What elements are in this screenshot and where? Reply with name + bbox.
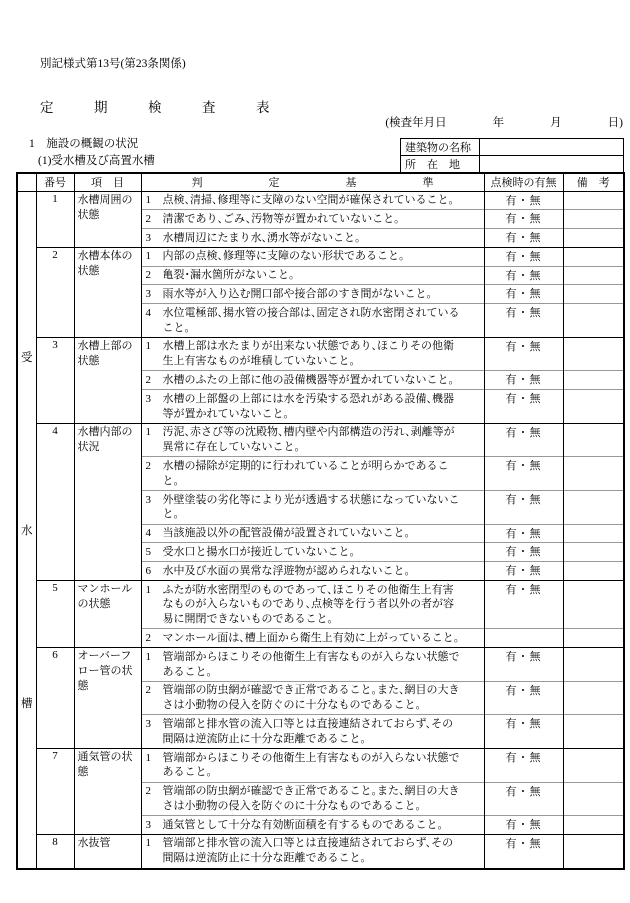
remarks-cell[interactable] bbox=[563, 681, 624, 715]
header-cell-number: 番号 bbox=[36, 173, 74, 191]
criteria-cell bbox=[141, 304, 484, 338]
group-label-char: 受 bbox=[21, 351, 33, 364]
criteria-number: 1 bbox=[145, 194, 151, 206]
criteria-text: 管端部からほこりその他衛生上有害なものが入らない状態であること。 bbox=[162, 751, 460, 779]
criteria-cell bbox=[141, 457, 484, 491]
criteria-text: 水槽のふたの上部に他の設備機器等が置かれていないこと。 bbox=[162, 373, 454, 386]
criteria-number: 1 bbox=[145, 583, 151, 596]
remarks-cell[interactable] bbox=[563, 749, 624, 783]
header-cell-group bbox=[17, 173, 36, 191]
criteria-text: 水中及び水面の異常な浮遊物が認められないこと。 bbox=[162, 564, 410, 577]
criteria-cell bbox=[141, 581, 484, 629]
check-cell[interactable]: 有・無 bbox=[484, 210, 563, 229]
section-title: 1 施設の概観の状況 bbox=[29, 138, 139, 150]
item-cell: 水槽内部の状況 bbox=[74, 423, 141, 580]
building-address-row bbox=[401, 156, 624, 173]
criteria-text: 水槽周辺にたまり水、湧水等がないこと。 bbox=[162, 231, 361, 244]
criteria-text: 水槽上部は水たまりが出来ない状態であり、ほこりその他衛生上有害なものが堆積していないこと。 bbox=[162, 340, 454, 368]
table-row bbox=[17, 581, 624, 629]
criteria-text: 水槽の掃除が定期的に行われていることが明らかであること。 bbox=[162, 459, 449, 487]
criteria-cell bbox=[141, 543, 484, 562]
criteria-number: 6 bbox=[145, 564, 151, 577]
header-cell-remarks: 備 考 bbox=[563, 173, 624, 191]
criteria-cell bbox=[141, 782, 484, 816]
criteria-number: 2 bbox=[145, 212, 151, 225]
item-cell: マンホールの状態 bbox=[74, 581, 141, 648]
criteria-text: 亀裂・漏水箇所がないこと。 bbox=[162, 269, 295, 282]
group-label-char: 槽 bbox=[21, 697, 33, 710]
remarks-cell[interactable] bbox=[563, 457, 624, 491]
criteria-cell bbox=[141, 266, 484, 285]
criteria-text: 管端部と排水管の流入口等とは直接連結されておらず、その間隔は逆流防止に十分な距離であること。 bbox=[162, 717, 454, 745]
criteria-number: 1 bbox=[145, 751, 151, 764]
number-cell: 8 bbox=[36, 834, 74, 868]
criteria-cell bbox=[141, 337, 484, 371]
criteria-text: 水位電極部、揚水管の接合部は、固定され防水密閉されていること。 bbox=[162, 306, 460, 334]
remarks-cell[interactable] bbox=[563, 390, 624, 424]
remarks-cell[interactable] bbox=[563, 562, 624, 581]
criteria-number: 2 bbox=[145, 269, 151, 282]
criteria-text: マンホール面は、槽上面から衛生上有効に上がっていること。 bbox=[162, 631, 460, 644]
criteria-cell bbox=[141, 629, 484, 648]
criteria-cell bbox=[141, 648, 484, 682]
criteria-text: 受水口と揚水口が接近していないこと。 bbox=[162, 545, 355, 558]
remarks-cell[interactable] bbox=[563, 834, 624, 868]
remarks-cell[interactable] bbox=[563, 524, 624, 543]
criteria-cell bbox=[141, 423, 484, 457]
subsection-title: (1)受水槽及び高置水槽 bbox=[38, 155, 155, 167]
number-cell: 4 bbox=[36, 423, 74, 580]
table-row bbox=[17, 749, 624, 783]
check-cell[interactable]: 有・無 bbox=[484, 562, 563, 581]
item-cell: 通気管の状態 bbox=[74, 749, 141, 835]
remarks-cell[interactable] bbox=[563, 648, 624, 682]
check-cell[interactable]: 有・無 bbox=[484, 247, 563, 266]
check-cell[interactable]: 有・無 bbox=[484, 816, 563, 835]
criteria-cell bbox=[141, 681, 484, 715]
criteria-text: ふたが防水密閉型のものであって、ほこりその他衛生上有害なものが入らないものであり、点検等を行う者以外の者が容易に開閉できないものであること。 bbox=[162, 583, 454, 626]
criteria-text: 当該施設以外の配管設備が設置されていないこと。 bbox=[162, 527, 410, 540]
criteria-cell bbox=[141, 491, 484, 525]
building-info-box bbox=[400, 138, 624, 173]
remarks-cell[interactable] bbox=[563, 191, 624, 210]
remarks-cell[interactable] bbox=[563, 371, 624, 390]
criteria-cell bbox=[141, 285, 484, 304]
page-title: 定 期 検 査 表 bbox=[40, 100, 270, 115]
criteria-number: 3 bbox=[145, 717, 151, 730]
check-cell[interactable]: 有・無 bbox=[484, 266, 563, 285]
criteria-cell bbox=[141, 371, 484, 390]
remarks-cell[interactable] bbox=[563, 304, 624, 338]
check-cell[interactable]: 有・無 bbox=[484, 543, 563, 562]
header-cell-criteria: 判 定 基 準 bbox=[141, 173, 484, 191]
criteria-cell bbox=[141, 715, 484, 749]
check-cell[interactable]: 有・無 bbox=[484, 749, 563, 783]
criteria-cell bbox=[141, 524, 484, 543]
building-name-row bbox=[401, 139, 624, 156]
inspection-date-line: (検査年月日 年 月 日) bbox=[385, 117, 623, 129]
remarks-cell[interactable] bbox=[563, 337, 624, 371]
check-cell[interactable] bbox=[484, 629, 563, 648]
check-cell[interactable]: 有・無 bbox=[484, 371, 563, 390]
remarks-cell[interactable] bbox=[563, 229, 624, 248]
remarks-cell[interactable] bbox=[563, 266, 624, 285]
check-cell[interactable]: 有・無 bbox=[484, 782, 563, 816]
criteria-text: 管端部の防虫網が確認でき正常であること。また、網目の大きさは小動物の侵入を防ぐのに十分なものであること。 bbox=[162, 684, 460, 712]
check-cell[interactable]: 有・無 bbox=[484, 491, 563, 525]
criteria-cell bbox=[141, 390, 484, 424]
criteria-cell bbox=[141, 247, 484, 266]
criteria-text: 管端部からほこりその他衛生上有害なものが入らない状態であること。 bbox=[162, 650, 460, 678]
criteria-cell bbox=[141, 562, 484, 581]
check-cell[interactable]: 有・無 bbox=[484, 681, 563, 715]
item-cell: 水抜管 bbox=[74, 834, 141, 868]
building-address-label: 所 在 地 bbox=[401, 156, 480, 173]
criteria-text: 外壁塗装の劣化等により光が透過する状態になっていないこと。 bbox=[162, 493, 460, 521]
table-header-row bbox=[17, 173, 624, 191]
remarks-cell[interactable] bbox=[563, 247, 624, 266]
criteria-cell bbox=[141, 191, 484, 210]
criteria-cell bbox=[141, 816, 484, 835]
item-cell: 水槽本体の状態 bbox=[74, 247, 141, 337]
criteria-number: 1 bbox=[145, 650, 151, 663]
check-cell[interactable]: 有・無 bbox=[484, 423, 563, 457]
number-cell: 3 bbox=[36, 337, 74, 423]
criteria-cell bbox=[141, 749, 484, 783]
table-row bbox=[17, 834, 624, 868]
item-cell: オーバーフロー管の状態 bbox=[74, 648, 141, 749]
group-label-char: 水 bbox=[21, 524, 33, 537]
criteria-number: 1 bbox=[145, 340, 151, 353]
criteria-text: 清潔であり、ごみ、汚物等が置かれていないこと。 bbox=[162, 212, 400, 225]
check-cell[interactable]: 有・無 bbox=[484, 285, 563, 304]
table-row bbox=[17, 337, 624, 371]
criteria-cell bbox=[141, 210, 484, 229]
criteria-number: 2 bbox=[145, 459, 151, 472]
criteria-text: 点検、清掃、修理等に支障のない空間が確保されていること。 bbox=[162, 194, 454, 206]
remarks-cell[interactable] bbox=[563, 782, 624, 816]
table-row bbox=[17, 648, 624, 682]
check-cell[interactable]: 有・無 bbox=[484, 457, 563, 491]
remarks-cell[interactable] bbox=[563, 629, 624, 648]
number-cell: 1 bbox=[36, 191, 74, 247]
check-cell[interactable]: 有・無 bbox=[484, 337, 563, 371]
number-cell: 7 bbox=[36, 749, 74, 835]
form-number: 別記様式第13号(第23条関係) bbox=[40, 58, 186, 70]
section-block bbox=[29, 136, 155, 170]
check-cell[interactable]: 有・無 bbox=[484, 191, 563, 210]
criteria-text: 水槽の上部盤の上部には水を汚染する恐れがある設備、機器等が置かれていないこと。 bbox=[162, 392, 454, 420]
remarks-cell[interactable] bbox=[563, 715, 624, 749]
group-label-column bbox=[17, 191, 36, 869]
criteria-text: 管端部の防虫網が確認でき正常であること。また、網目の大きさは小動物の侵入を防ぐのに十分なものであること。 bbox=[162, 785, 460, 812]
remarks-cell[interactable] bbox=[563, 491, 624, 525]
building-name-label: 建築物の名称 bbox=[401, 139, 480, 156]
criteria-number: 1 bbox=[145, 837, 151, 850]
check-cell[interactable]: 有・無 bbox=[484, 390, 563, 424]
criteria-number: 2 bbox=[145, 373, 151, 386]
number-cell: 5 bbox=[36, 581, 74, 648]
check-cell[interactable]: 有・無 bbox=[484, 648, 563, 682]
number-cell: 2 bbox=[36, 247, 74, 337]
criteria-cell bbox=[141, 229, 484, 248]
criteria-text: 内部の点検、修理等に支障のない形状であること。 bbox=[162, 250, 405, 263]
header-cell-item: 項 目 bbox=[74, 173, 141, 191]
item-cell: 水槽上部の状態 bbox=[74, 337, 141, 423]
check-cell[interactable]: 有・無 bbox=[484, 304, 563, 338]
table-row bbox=[17, 423, 624, 457]
criteria-number: 2 bbox=[145, 785, 151, 798]
criteria-text: 通気管として十分な有効断面積を有するものであること。 bbox=[162, 818, 443, 831]
criteria-number: 2 bbox=[145, 631, 151, 644]
check-cell[interactable]: 有・無 bbox=[484, 581, 563, 629]
remarks-cell[interactable] bbox=[563, 285, 624, 304]
criteria-number: 4 bbox=[145, 527, 151, 540]
criteria-number: 3 bbox=[145, 287, 151, 300]
remarks-cell[interactable] bbox=[563, 581, 624, 629]
criteria-number: 1 bbox=[145, 250, 151, 263]
remarks-cell[interactable] bbox=[563, 543, 624, 562]
check-cell[interactable]: 有・無 bbox=[484, 229, 563, 248]
criteria-number: 5 bbox=[145, 545, 151, 558]
remarks-cell[interactable] bbox=[563, 816, 624, 835]
remarks-cell[interactable] bbox=[563, 423, 624, 457]
criteria-number: 3 bbox=[145, 493, 151, 506]
header-cell-check: 点検時の有無 bbox=[484, 173, 563, 191]
criteria-number: 3 bbox=[145, 392, 151, 405]
criteria-number: 4 bbox=[145, 306, 151, 319]
criteria-number: 3 bbox=[145, 231, 151, 244]
building-address-value[interactable] bbox=[480, 156, 624, 173]
building-name-value[interactable] bbox=[480, 139, 624, 156]
criteria-text: 雨水等が入り込む開口部や接合部のすき間がないこと。 bbox=[162, 287, 432, 300]
number-cell: 6 bbox=[36, 648, 74, 749]
criteria-number: 3 bbox=[145, 818, 151, 831]
remarks-cell[interactable] bbox=[563, 210, 624, 229]
table-row bbox=[17, 191, 624, 210]
check-cell[interactable]: 有・無 bbox=[484, 715, 563, 749]
inspection-table bbox=[16, 172, 625, 870]
criteria-text: 汚泥、赤さび等の沈殿物、槽内壁や内部構造の汚れ、剥離等が異常に存在していないこと。 bbox=[162, 426, 455, 454]
inspection-table-body bbox=[17, 191, 624, 869]
table-row bbox=[17, 247, 624, 266]
item-cell: 水槽周囲の状態 bbox=[74, 191, 141, 247]
check-cell[interactable]: 有・無 bbox=[484, 524, 563, 543]
criteria-cell bbox=[141, 834, 484, 868]
criteria-text: 管端部と排水管の流入口等とは直接連結されておらず、その間隔は逆流防止に十分な距離であること。 bbox=[162, 837, 454, 865]
criteria-number: 2 bbox=[145, 684, 151, 697]
criteria-number: 1 bbox=[145, 426, 151, 439]
check-cell[interactable]: 有・無 bbox=[484, 834, 563, 868]
